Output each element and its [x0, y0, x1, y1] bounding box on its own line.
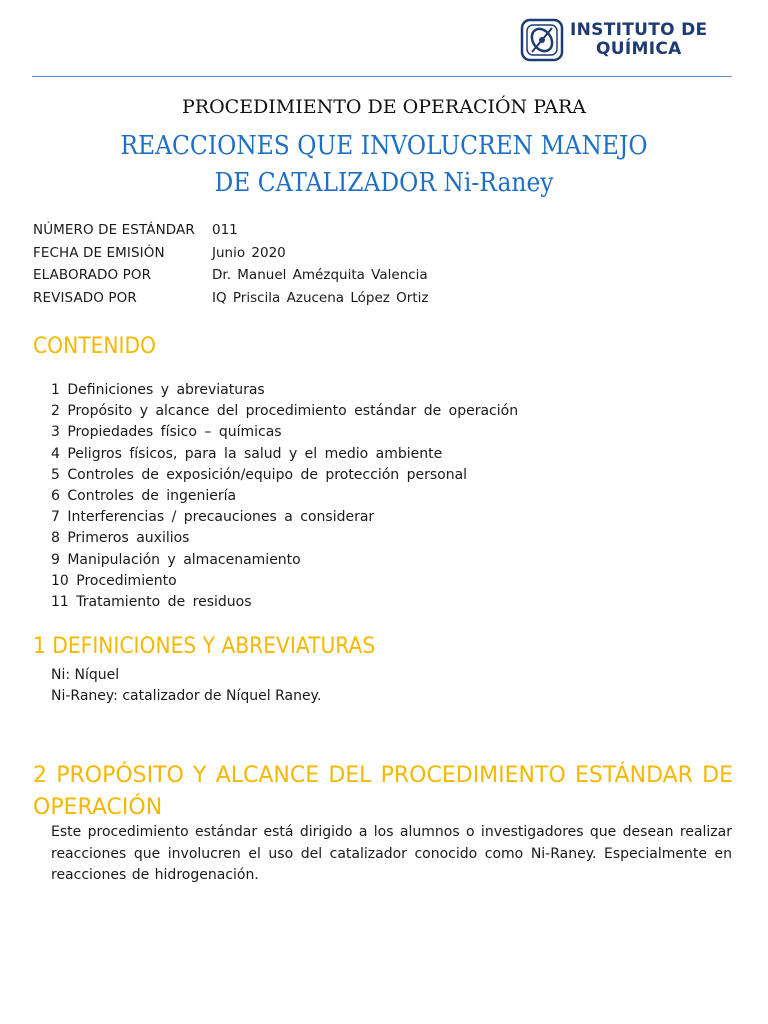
toc-item: 3 Propiedades físico – químicas: [51, 424, 282, 441]
toc-item: 6 Controles de ingeniería: [51, 488, 237, 505]
toc-item: 9 Manipulación y almacenamiento: [51, 551, 301, 568]
definition-item: Ni: Níquel: [51, 667, 120, 683]
meta-row-standard-number: [33, 219, 428, 242]
meta-row-issue-date: [33, 242, 428, 265]
document-metadata: [33, 219, 428, 309]
institute-logo: [520, 18, 707, 62]
toc-item: 1 Definiciones y abreviaturas: [51, 382, 265, 398]
toc-item: 2 Propósito y alcance del procedimiento estándar de operación: [51, 403, 519, 420]
toc-item: 4 Peligros físicos, para la salud y el medio ambiente: [51, 445, 443, 462]
institute-emblem-icon: [520, 18, 564, 62]
meta-value: 011: [212, 222, 238, 238]
meta-row-prepared-by: [33, 264, 428, 287]
subtitle-line-2: DE CATALIZADOR Ni-Raney: [214, 168, 554, 198]
meta-row-reviewed-by: [33, 287, 428, 310]
logo-line-2: QUÍMICA: [596, 39, 682, 59]
section-1-heading: 1 DEFINICIONES Y ABREVIATURAS: [33, 634, 376, 659]
definitions-list: [51, 665, 321, 707]
page-header: [0, 0, 768, 78]
section-2-paragraph: Este procedimiento estándar está dirigido a los alumnos o investigadores que desean realizar reacciones que involucren el uso del catalizador conocido como Ni-Raney. Especialmente en reacciones de hidrogenación.: [51, 824, 732, 883]
toc-item: 11 Tratamiento de residuos: [51, 594, 252, 611]
subtitle-line-1: REACCIONES QUE INVOLUCREN MANEJO: [120, 131, 648, 161]
logo-line-1: INSTITUTO DE: [570, 20, 708, 40]
header-rule: [32, 76, 732, 77]
contents-heading: CONTENIDO: [33, 334, 156, 359]
definition-item: Ni-Raney: catalizador de Níquel Raney.: [51, 688, 322, 704]
meta-label: NÚMERO DE ESTÁNDAR: [33, 222, 195, 238]
meta-value: Junio 2020: [212, 244, 286, 261]
meta-label: FECHA DE EMISIÓN: [33, 244, 165, 261]
document-subtitle: [38, 128, 729, 202]
institute-name: [570, 21, 707, 59]
meta-value: Dr. Manuel Amézquita Valencia: [212, 267, 428, 283]
toc-item: 10 Procedimiento: [51, 572, 177, 589]
toc-item: 7 Interferencias / precauciones a considerar: [51, 509, 375, 526]
toc-item: 5 Controles de exposición/equipo de protección personal: [51, 466, 468, 483]
section-2-heading: 2 PROPÓSITO Y ALCANCE DEL PROCEDIMIENTO ESTÁNDAR DE OPERACIÓN: [33, 763, 733, 820]
meta-label: REVISADO POR: [33, 289, 137, 306]
toc-item: 8 Primeros auxilios: [51, 530, 190, 547]
document-title: PROCEDIMIENTO DE OPERACIÓN PARA: [181, 96, 587, 118]
meta-value: IQ Priscila Azucena López Ortiz: [212, 289, 429, 306]
table-of-contents: [51, 380, 518, 613]
meta-label: ELABORADO POR: [33, 267, 152, 283]
